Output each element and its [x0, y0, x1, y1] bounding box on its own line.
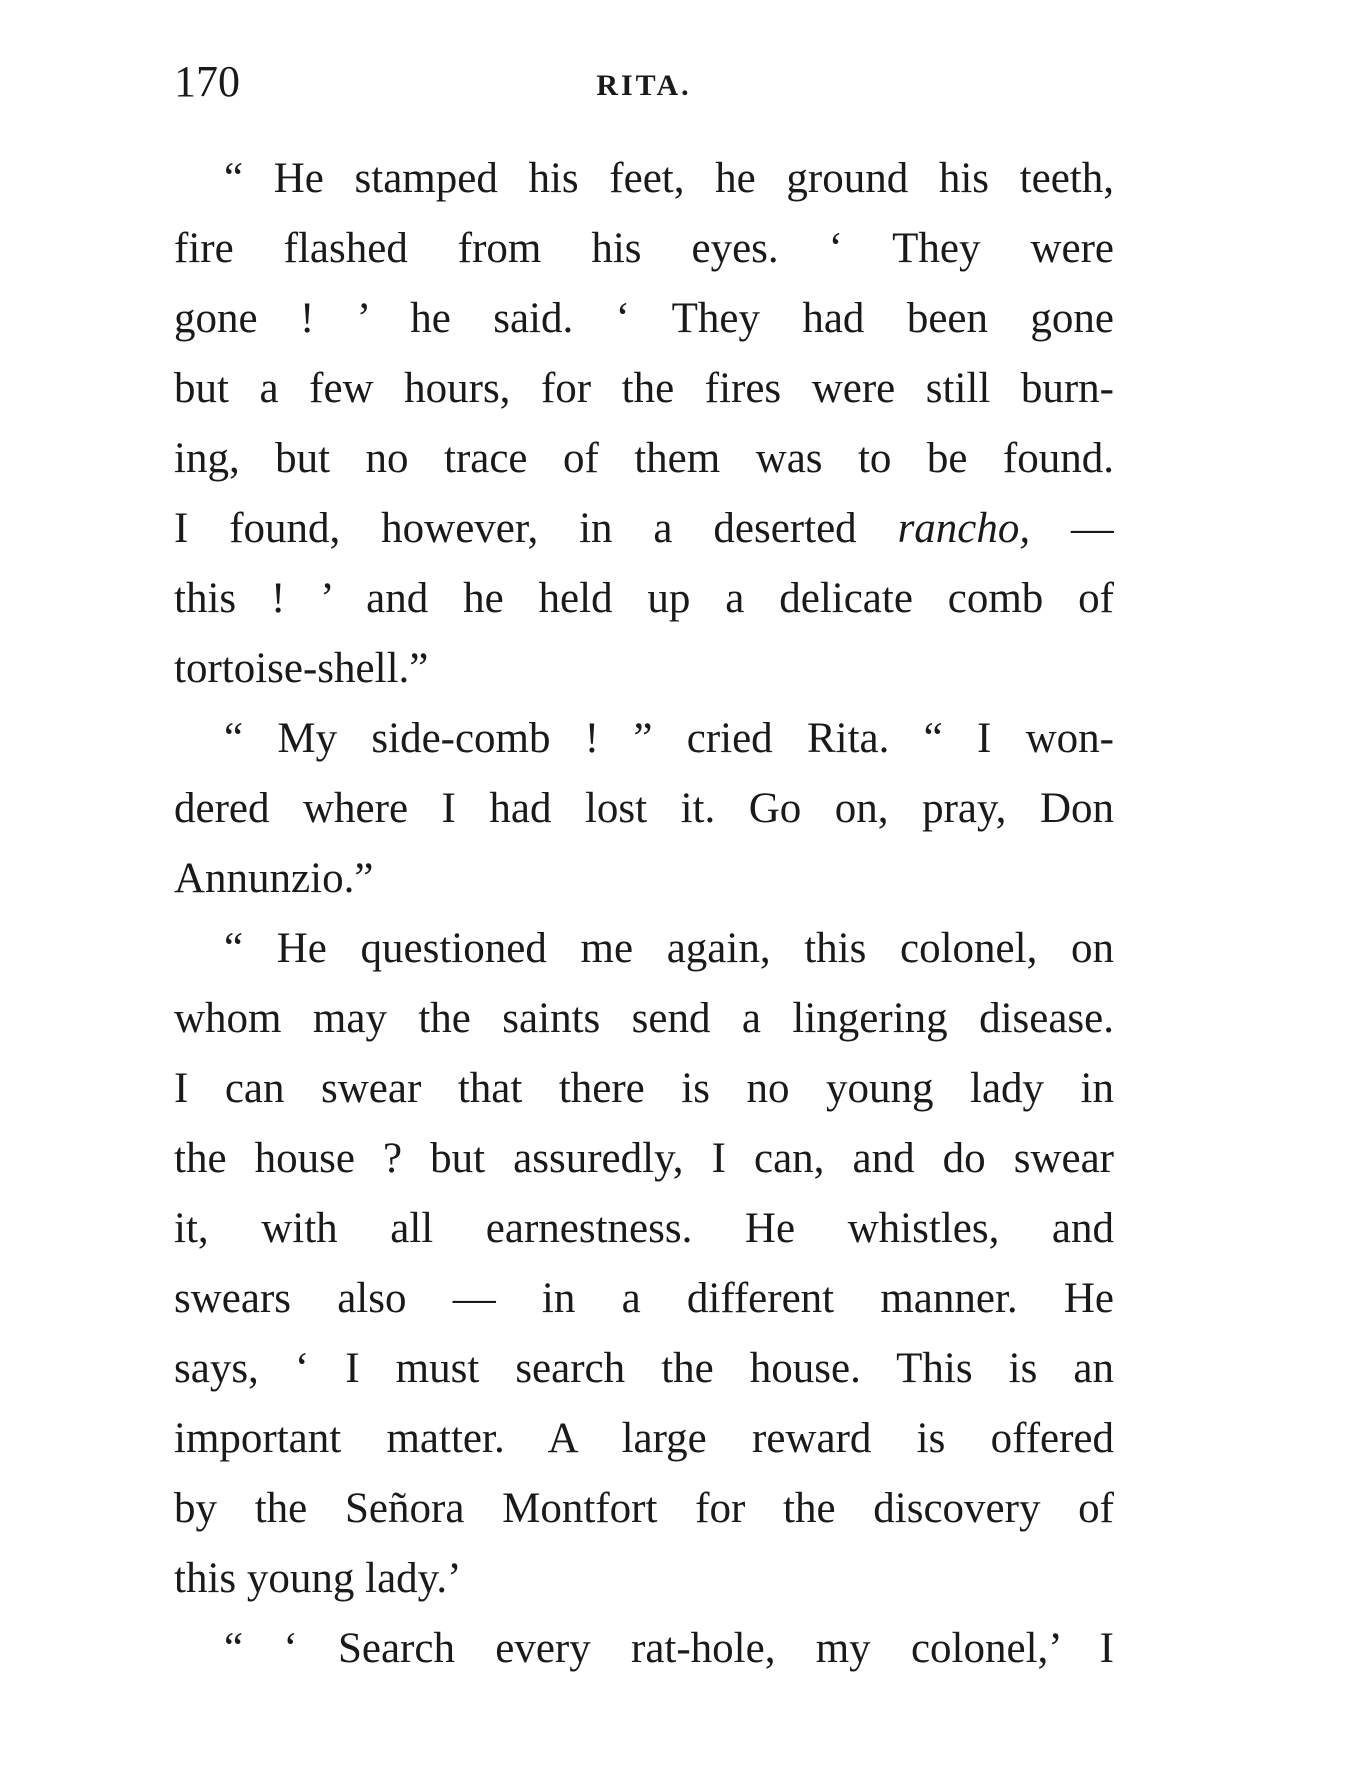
text-line: gone ! ’ he said. ‘ They had been gone: [174, 295, 1114, 342]
page-header: [174, 52, 1114, 112]
text-line: fire flashed from his eyes. ‘ They were: [174, 225, 1114, 272]
text-line: swears also — in a different manner. He: [174, 1275, 1114, 1322]
text-line: “ ‘ Search every rat-hole, my colonel,’ I: [224, 1625, 1114, 1672]
text-line: it, with all earnestness. He whistles, and: [174, 1205, 1114, 1252]
page-number: 170: [174, 57, 240, 106]
text-line: this young lady.’: [174, 1555, 462, 1602]
text-line-with-italic: [174, 494, 1114, 564]
text-line: this ! ’ and he held up a delicate comb of: [174, 575, 1114, 622]
text-line: “ My side-comb ! ” cried Rita. “ I won-: [224, 715, 1114, 762]
text-line: the house ? but assuredly, I can, and do swear: [174, 1135, 1114, 1182]
italic-word: rancho,: [897, 505, 1031, 552]
text-line: I can swear that there is no young lady in: [174, 1065, 1114, 1112]
text-line: important matter. A large reward is offered: [174, 1415, 1114, 1462]
em-dash: —: [1030, 505, 1114, 552]
text-line: ing, but no trace of them was to be found.: [174, 435, 1114, 482]
text-line: tortoise-shell.”: [174, 645, 429, 692]
text-line: “ He questioned me again, this colonel, on: [224, 925, 1114, 972]
text-segment: I found, however, in a deserted: [174, 505, 857, 552]
text-line: whom may the saints send a lingering disease.: [174, 995, 1114, 1042]
text-line: Annunzio.”: [174, 855, 374, 902]
text-line: says, ‘ I must search the house. This is an: [174, 1345, 1114, 1392]
text-line: but a few hours, for the fires were still burn-: [174, 365, 1114, 412]
body-text: [174, 144, 1114, 1684]
text-line: by the Señora Montfort for the discovery of: [174, 1485, 1114, 1532]
running-head: RITA.: [596, 69, 692, 102]
text-line: “ He stamped his feet, he ground his teeth,: [224, 155, 1114, 202]
text-line: dered where I had lost it. Go on, pray, Don: [174, 785, 1114, 832]
